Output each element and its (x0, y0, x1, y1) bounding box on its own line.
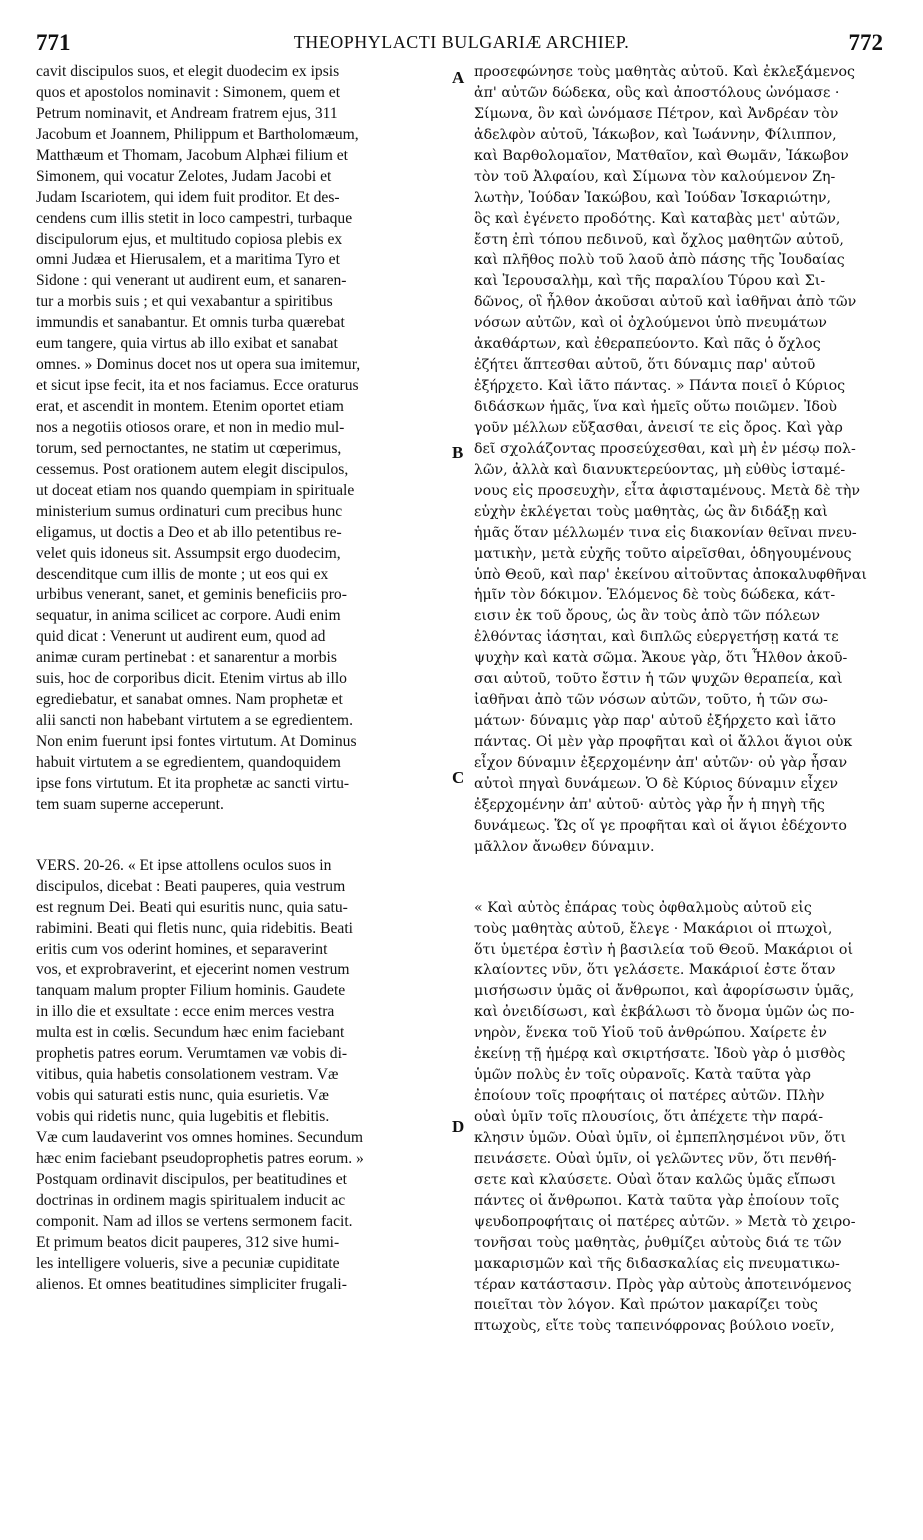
text-line: Judam Iscariotem, qui idem fuit proditor. Et des- (36, 188, 340, 206)
text-line: νηρὸν, ἕνεκα τοῦ Υἱοῦ τοῦ ἀνθρώπου. Χαίρετε ἐν (474, 1025, 827, 1042)
text-line: ἰαθῆναι ἀπὸ τῶν νόσων αὐτῶν, τοῦτο, ἡ τῶν σω- (474, 692, 828, 709)
text-line: vos, et exprobraverint, et ejecerint nomen vestrum (36, 961, 350, 979)
text-line: multa est in cœlis. Secundum hæc enim faciebant (36, 1024, 345, 1042)
text-line: ut doceat etiam nos quando quempiam in spirituale (36, 481, 355, 499)
text-line: Væ cum laudaverint vos omnes homines. Secundum (36, 1128, 363, 1146)
text-line: μάτων· δύναμις γὰρ παρ' αὐτοῦ ἐξήρχετο καὶ ἰᾶτο (474, 713, 836, 730)
text-line: πάντες οἱ ἄνθρωποι. Κατὰ ταῦτα γὰρ ἐποίουν τοῖς (474, 1192, 840, 1209)
text-line: τέραν κατάστασιν. Πρὸς γὰρ αὐτοὺς ἀποτεινόμενος (474, 1276, 852, 1293)
text-line: τὸν τοῦ Ἀλφαίου, καὶ Σίμωνα τὸν καλούμενον Ζη- (474, 168, 836, 185)
text-line: τοὺς μαθητὰς αὐτοῦ, ἔλεγε · Μακάριοι οἱ πτωχοὶ, (474, 920, 833, 937)
text-line: velet quis idoneus sit. Assumpsit ergo duodecim, (36, 544, 341, 562)
text-line: Et primum beatos dicit pauperes, 312 sive humi- (36, 1233, 340, 1251)
text-line: ὑμῶν πολὺς ἐν τοῖς οὐρανοῖς. Κατὰ ταῦτα γὰρ (474, 1067, 811, 1084)
text-line: ἡμῖν τὸν δόκιμον. Ἑλόμενος δὲ τοὺς δώδεκα, κάτ- (474, 587, 836, 604)
text-line: καὶ Βαρθολομαῖον, Ματθαῖον, καὶ Θωμᾶν, Ἰάκωβον (474, 147, 849, 164)
text-line: ματικὴν, μετὰ εὐχῆς τοῦτο αἱρεῖσθαι, ὁδηγουμένους (474, 545, 852, 562)
text-line: egrediebatur, et sanabat omnes. Nam prophetæ et (36, 691, 343, 709)
text-line: πεινάσετε. Οὐαὶ ὑμῖν, οἱ γελῶντες νῦν, ὅτι πενθή- (474, 1150, 837, 1167)
text-line: tur a morbis suis ; et qui vexabantur a spiritibus (36, 293, 333, 311)
greek-column (474, 62, 884, 1337)
text-line: ἐξήρχετο. Καὶ ἰᾶτο πάντας. » Πάντα ποιεῖ ὁ Κύριος (474, 378, 846, 395)
text-line: κλησιν ὑμῶν. Οὐαὶ ὑμῖν, οἱ ἐμπεπλησμένοι νῦν, ὅτι (474, 1129, 847, 1146)
text-line: vobis qui ridetis nunc, quia lugebitis et flebitis. (36, 1108, 330, 1125)
text-line: ἐποίουν τοῖς προφήταις οἱ πατέρες αὐτῶν. Πλὴν (474, 1088, 825, 1105)
text-line: alienos. Et omnes beatitudines simpliciter frugali- (36, 1275, 347, 1293)
text-line: δῶνος, οἳ ἦλθον ἀκοῦσαι αὐτοῦ καὶ ἰαθῆναι ἀπὸ τῶν (474, 294, 857, 311)
text-line: Jacobum et Joannem, Philippum et Bartholomæum, (36, 125, 359, 143)
greek-block-1 (474, 62, 884, 858)
text-line: ἐξερχομένην ἀπ' αὐτοῦ· αὐτὸς γὰρ ἦν ἡ πηγὴ τῆς (474, 796, 825, 813)
text-line: « Καὶ αὐτὸς ἐπάρας τοὺς ὀφθαλμοὺς αὐτοῦ εἰς (474, 899, 812, 916)
text-line: κλαίοντες νῦν, ὅτι γελάσετε. Μακάριοί ἐστε ὅταν (474, 962, 836, 979)
text-line: cessemus. Post orationem autem elegit discipulos, (36, 460, 349, 478)
greek-block-2 (474, 898, 884, 1338)
text-line: cavit discipulos suos, et elegit duodecim ex ipsis (36, 63, 340, 80)
text-line: in illo die et exsultate : ecce enim merces vestra (36, 1003, 335, 1021)
text-line: tem suam superne acceperunt. (36, 795, 224, 813)
text-line: torum, sed pernoctantes, ne statim ut cœperimus, (36, 439, 342, 457)
text-line: οὐαὶ ὑμῖν τοῖς πλουσίοις, ὅτι ἀπέχετε τὴν παρά- (474, 1109, 824, 1125)
text-line: et sicut ipse fecit, ita et nos faciamus. Ecce oraturus (36, 377, 359, 395)
text-line: discipulorum ejus, et multitudo copiosa plebis ex (36, 230, 343, 248)
text-line: τονῆσαι τοὺς μαθητὰς, ῥυθμίζει αὐτοὺς διά τε τῶν (474, 1234, 842, 1251)
text-line: ποιεῖται τὸν λόγον. Καὶ πρώτον μακαρίζει τοὺς (474, 1297, 818, 1314)
text-line: tanquam malum propter Filium hominis. Gaudete (36, 982, 346, 1000)
latin-block-2 (36, 856, 448, 1296)
text-line: ministerium sumus ordinaturi cum precibus hunc (36, 502, 343, 520)
text-line: μᾶλλον ἄνωθεν δύναμιν. (474, 838, 655, 855)
text-line: αὐτοὶ πηγαὶ δυνάμεων. Ὁ δὲ Κύριος δύναμιν εἶχεν (474, 775, 839, 792)
text-line: δυνάμεως. Ὥς οἵ γε προφῆται καὶ οἱ ἅγιοι ἐδέχοντο (474, 817, 847, 834)
text-line: quos et apostolos nominavit : Simonem, quem et (36, 83, 341, 101)
text-line: est regnum Dei. Beati qui esuritis nunc, quia satu- (36, 898, 348, 916)
text-line: nos a negotiis otiosos orare, et non in medio mul- (36, 418, 345, 436)
text-line: Simonem, qui vocatur Zelotes, Judam Jacobi et (36, 167, 332, 185)
block-gap (474, 858, 884, 898)
text-line: erat, et ascendit in montem. Etenim oportet etiam (36, 398, 344, 415)
latin-column (36, 62, 448, 1295)
text-line: μισήσωσιν ὑμᾶς οἱ ἄνθρωποι, καὶ ἀφορίσωσιν ὑμᾶς, (474, 983, 855, 1000)
text-line: omnes. » Dominus docet nos ut opera sua imitemur, (36, 356, 361, 374)
text-line: ψευδοπροφήταις οἱ πατέρες αὐτῶν. » Μετὰ τὸ χειρο- (474, 1213, 856, 1230)
latin-block-1 (36, 62, 448, 816)
text-line: prophetis patres eorum. Verumtamen væ vobis di- (36, 1045, 348, 1063)
page-number-left: 771 (36, 30, 71, 55)
text-line: διδάσκων ἡμᾶς, ἵνα καὶ ἡμεῖς οὕτω ποιῶμεν. Ἰδοὺ (474, 399, 838, 415)
text-line: habuit virtutem a se egredientem, quandoquidem (36, 753, 341, 771)
text-line: alii sancti non habebant virtutem a se egredientem. (36, 712, 353, 730)
margin-marker-d: D (452, 1117, 465, 1136)
text-line: Petrum nominavit, et Andream fratrem ejus, 311 (36, 104, 338, 122)
text-line: σετε καὶ κλαύσετε. Οὐαὶ ὅταν καλῶς ὑμᾶς εἴπωσι (474, 1171, 836, 1188)
text-line: vitibus, quia habetis consolationem vestram. Væ (36, 1066, 339, 1084)
text-line: καὶ πλῆθος πολὺ τοῦ λαοῦ ἀπὸ πάσης τῆς Ἰουδαίας (474, 252, 845, 269)
text-line: ὅτι ὑμετέρα ἐστὶν ἡ βασιλεία τοῦ Θεοῦ. Μακάριοι οἱ (474, 941, 854, 958)
text-line: descenditque cum illis de monte ; ut eos qui ex (36, 565, 329, 583)
text-line: γοῦν μέλλων εὔξασθαι, ἀνεισί τε εἰς ὄρος. Καὶ γὰρ (474, 419, 843, 436)
text-line: componit. Nam ad illos se vertens sermonem facit. (36, 1212, 353, 1230)
text-line: discipulos, dicebat : Beati pauperes, quia vestrum (36, 877, 346, 895)
text-line: Matthæum et Thomam, Jacobum Alphæi filium et (36, 146, 348, 164)
text-line: rabimini. Beati qui fletis nunc, quia ridebitis. Beati (36, 919, 354, 937)
text-line: σαι αὐτοῦ, τοῦτο ἔστιν ἡ τῶν ψυχῶν θεραπεία, καὶ (474, 671, 843, 688)
text-line: προσεφώνησε τοὺς μαθητὰς αὐτοῦ. Καὶ ἐκλεξάμενος (474, 64, 856, 80)
text-line: ἀπ' αὐτῶν δώδεκα, οὓς καὶ ἀποστόλους ὠνόμασε · (474, 84, 840, 101)
text-line: ἡμᾶς ὅταν μέλλωμέν τινα εἰς διακονίαν θεῖναι πνευ- (474, 524, 857, 541)
text-line: λῶν, ἀλλὰ καὶ διανυκτερεύοντας, μὴ εὐθὺς ἱσταμέ- (474, 461, 846, 478)
text-line: ὑπὸ Θεοῦ, καὶ παρ' ἐκείνου αἰτοῦντας ἀποκαλυφθῆναι (474, 566, 867, 583)
text-line: νόσων αὐτῶν, καὶ οἱ ὀχλούμενοι ὑπὸ πνευμάτων (474, 315, 827, 332)
text-line: πάντας. Οἱ μὲν γὰρ προφῆται καὶ οἱ ἄλλοι ἅγιοι οὐκ (474, 734, 853, 750)
text-line: hæc enim faciebant pseudoprophetis patres eorum. » (36, 1149, 364, 1167)
text-line: Sidone : qui venerant ut audirent eum, et sanaren- (36, 272, 347, 290)
text-line: eritis cum vos oderint homines, et separaverint (36, 940, 328, 958)
text-line: ἀκαθάρτων, καὶ ἐθεραπεύοντο. Καὶ πᾶς ὁ ὄχλος (474, 336, 821, 353)
page-number-right: 772 (848, 30, 883, 55)
margin-marker-c: C (452, 768, 465, 787)
text-line: ὃς καὶ ἐγένετο προδότης. Καὶ καταβὰς μετ' αὐτῶν, (474, 210, 841, 227)
text-line: ipse fons virtutum. Et ita prophetæ ac sancti virtu- (36, 774, 350, 792)
text-line: Σίμωνα, ὃν καὶ ὠνόμασε Πέτρον, καὶ Ἀνδρέαν τὸν (474, 105, 839, 122)
text-line: πτωχοὺς, εἴτε τοὺς ταπεινόφρονας βούλοιο νοεῖν, (474, 1318, 835, 1335)
running-title: THEOPHYLACTI BULGARIÆ ARCHIEP. (293, 32, 630, 52)
text-line: νους εἰς προσευχὴν, εἶτα ἀφισταμένους. Μετὰ δὲ τὴν (474, 482, 861, 499)
text-line: ἀδελφὸν αὐτοῦ, Ἰάκωβον, καὶ Ἰωάννην, Φίλιππον, (474, 126, 837, 143)
text-line: Postquam ordinavit discipulos, per beatitudines et (36, 1170, 347, 1188)
block-gap (36, 816, 448, 856)
text-line: Non enim fuerunt ipsi fontes virtutum. At Dominus (36, 733, 357, 750)
text-line: doctrinas in ordinem magis spiritualem inducit ac (36, 1191, 346, 1209)
text-line: VERS. 20-26. « Et ipse attollens oculos suos in (36, 856, 332, 874)
text-line: εισιν ἐκ τοῦ ὄρους, ὡς ἂν τοὺς ἀπὸ τῶν πόλεων (474, 608, 820, 625)
text-line: sequatur, in anima scilicet ac corpore. Audi enim (36, 607, 341, 625)
text-line: ἐλθόντας ἰάσηται, καὶ διπλῶς εὐεργετήσῃ κατά τε (474, 629, 839, 646)
text-line: urbibus venerant, sanet, et geminis beneficiis pro- (36, 586, 347, 604)
text-line: les intelligere volueris, sive a pecuniæ cupiditate (36, 1254, 340, 1272)
text-line: quid dicat : Venerunt ut audirent eum, quod ad (36, 628, 326, 646)
text-line: cendens cum illis stetit in loco campestri, turbaque (36, 209, 353, 227)
page-header (0, 0, 923, 62)
margin-marker-b: B (452, 443, 464, 462)
text-line: eum tangere, quia virtus ab illo exibat et sanabat (36, 335, 338, 353)
text-line: eligamus, ut doctis a Deo et ab illo petentibus re- (36, 523, 342, 541)
text-line: ἐζήτει ἅπτεσθαι αὐτοῦ, ὅτι δύναμις παρ' αὐτοῦ (474, 357, 816, 374)
text-line: εἶχον δύναμιν ἐξερχομένην ἀπ' αὐτῶν· οὐ γὰρ ἦσαν (474, 754, 848, 771)
text-line: δεῖ σχολάζοντας προσεύχεσθαι, καὶ μὴ ἐν μέσῳ πολ- (474, 440, 856, 457)
text-line: vobis qui saturati estis nunc, quia esurietis. Væ (36, 1087, 329, 1105)
text-line: omni Judæa et Hierusalem, et a maritima Tyro et (36, 251, 340, 269)
text-line: λωτὴν, Ἰούδαν Ἰακώβου, καὶ Ἰούδαν Ἰσκαριώτην, (474, 189, 831, 206)
text-line: καὶ ὀνειδίσωσι, καὶ ἐκβάλωσι τὸ ὄνομα ὑμῶν ὡς πο- (474, 1004, 855, 1021)
text-line: animæ curam pertinebat : et sanarentur a morbis (36, 649, 337, 667)
text-line: ἐκείνῃ τῇ ἡμέρᾳ καὶ σκιρτήσατε. Ἰδοὺ γὰρ ὁ μισθὸς (474, 1046, 846, 1063)
text-line: ἔστη ἐπὶ τόπου πεδινοῦ, καὶ ὄχλος μαθητῶν αὐτοῦ, (474, 231, 844, 248)
text-line: μακαρισμῶν καὶ τῆς διδασκαλίας εἰς πνευματικω- (474, 1255, 840, 1272)
text-line: καὶ Ἰερουσαλὴμ, καὶ τῆς παραλίου Τύρου καὶ Σι- (474, 273, 826, 290)
text-line: immundis et sanabantur. Et omnis turba quærebat (36, 314, 345, 332)
text-line: suis, hoc de corporibus dicit. Etenim virtus ab illo (36, 670, 347, 688)
text-line: ψυχὴν καὶ κατὰ σῶμα. Ἄκουε γὰρ, ὅτι Ἦλθον ἀκοῦ- (474, 650, 848, 667)
text-line: εὐχὴν ἐκλέγεται τοὺς μαθητὰς, ὡς ἂν διδάξῃ καὶ (474, 503, 828, 520)
margin-marker-a: A (452, 68, 465, 87)
